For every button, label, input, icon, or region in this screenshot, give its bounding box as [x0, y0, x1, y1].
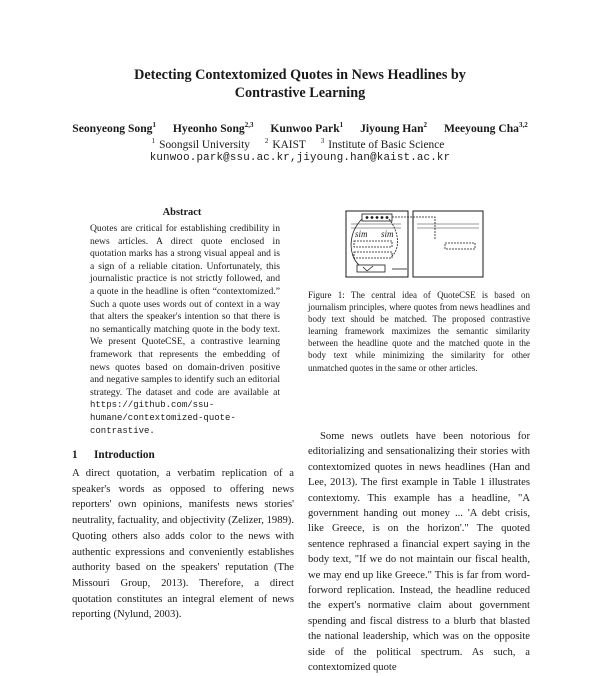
quote-dot: [366, 216, 369, 219]
affiliation: $^2$ KAIST: [264, 137, 306, 151]
quote-dot: [381, 216, 384, 219]
author-list: [0, 121, 600, 135]
abstract-text: Quotes are critical for establishing credibility in news articles. A direct quote enclosed in quotation marks has a strong visual appeal and is a sign of a reliable citation. Unfortunately, this journalistic practice is not strictly followed, and a quote in the headline is often “contextomized.” Such a quote uses words out of context in a way that alters the speaker's intention so that there is no semantically matching quote in the body text. We present QuoteCSE, a contrastive learning framework that represents the embedding of news quotes based on domain-driven positive and negative samples to identify such an editorial strategy. The dataset and code are available at: [90, 223, 280, 398]
abstract-body: [90, 223, 280, 437]
similarity-label: sim: [355, 229, 368, 239]
affiliation: $^3$ Institute of Basic Science: [320, 137, 445, 151]
author: Hyeonho Song$^{2,3}$: [172, 121, 254, 135]
right-column-body: [308, 429, 530, 674]
paper-title: [0, 66, 600, 102]
title-line-1: Detecting Contextomized Quotes in News Headlines by: [134, 67, 466, 83]
section-number: 1: [72, 449, 78, 461]
section-heading-introduction: [72, 449, 292, 461]
author: Jiyoung Han$^2$: [360, 121, 428, 135]
candidate-quote-box: [354, 241, 392, 247]
quote-dot: [371, 216, 374, 219]
quotecse-diagram: [345, 205, 485, 280]
unmatched-quote-box: [445, 243, 475, 249]
quote-dot: [386, 216, 389, 219]
title-line-2: Contrastive Learning: [234, 85, 366, 101]
affiliation-list: [0, 137, 600, 151]
author: Kunwoo Park$^1$: [270, 121, 344, 135]
figure-1-caption: Figure 1: The central idea of QuoteCSE is based on journalism principles, where quotes from news headlines and body text should be matched. The proposed contrastive learning framework maximizes the semantic similarity between the headline quote and the matched quote in the body text while minimizing the similarity for other unmatched quotes in the same or other articles.: [308, 290, 530, 373]
abstract-heading: Abstract: [162, 207, 202, 218]
section-title: Introduction: [94, 449, 155, 461]
check-mark: [367, 266, 373, 271]
figure-1-diagram: [345, 205, 485, 280]
paragraph: Some news outlets have been notorious for editorializing and sensationalizing their stories with contextomized quotes in news headlines (Han and Lee, 2013). The first example in Table 1 illustrates contextomy. This example has a headline, "A government handing out money ... 'A debt crisis, like Greece, is on the horizon'." The quoted sentence rephrased a financial expert saying in the body text, "If we do not maintain our fiscal health, we may end up like Greece." This is far from word-forword replication. Instead, the headline reduced the expert's normative claim about government spending and fiscal distress to a blurb that blasted the national leadership, which was on the opposite side of the political spectrum. As such, a contextomized quote: [308, 431, 530, 674]
affiliation: $^1$ Soongsil University: [151, 137, 250, 151]
quote-dot: [376, 216, 379, 219]
candidate-quote-box: [354, 252, 392, 258]
author-emails: kunwoo.park@ssu.ac.kr,jiyoung.han@kaist.ac.kr: [149, 152, 451, 164]
check-mark: [363, 267, 367, 271]
matched-quote-box: [357, 265, 385, 272]
abstract-url-link[interactable]: https://github.com/ssu-humane/contextomized-quote-contrastive.: [90, 400, 236, 436]
other-article-box: [413, 211, 483, 277]
author: Meeyoung Cha$^{3,2}$: [443, 121, 528, 135]
introduction-body: A direct quotation, a verbatim replication of a speaker's words as opposed to offering news reporters' own opinions, manifests news stories' neutrality, factuality, and objectivity (Zelizer, 1989). Quoting others also adds color to the news with authentic expressions and conveniently establishes authority based on the speakers' reputation (The Missouri Group, 2013). Therefore, a direct quotation constitutes an integral element of news reporting (Nylund, 2003).: [72, 468, 294, 621]
similarity-label: sim: [381, 229, 394, 239]
author: Seonyeong Song$^1$: [72, 121, 156, 135]
